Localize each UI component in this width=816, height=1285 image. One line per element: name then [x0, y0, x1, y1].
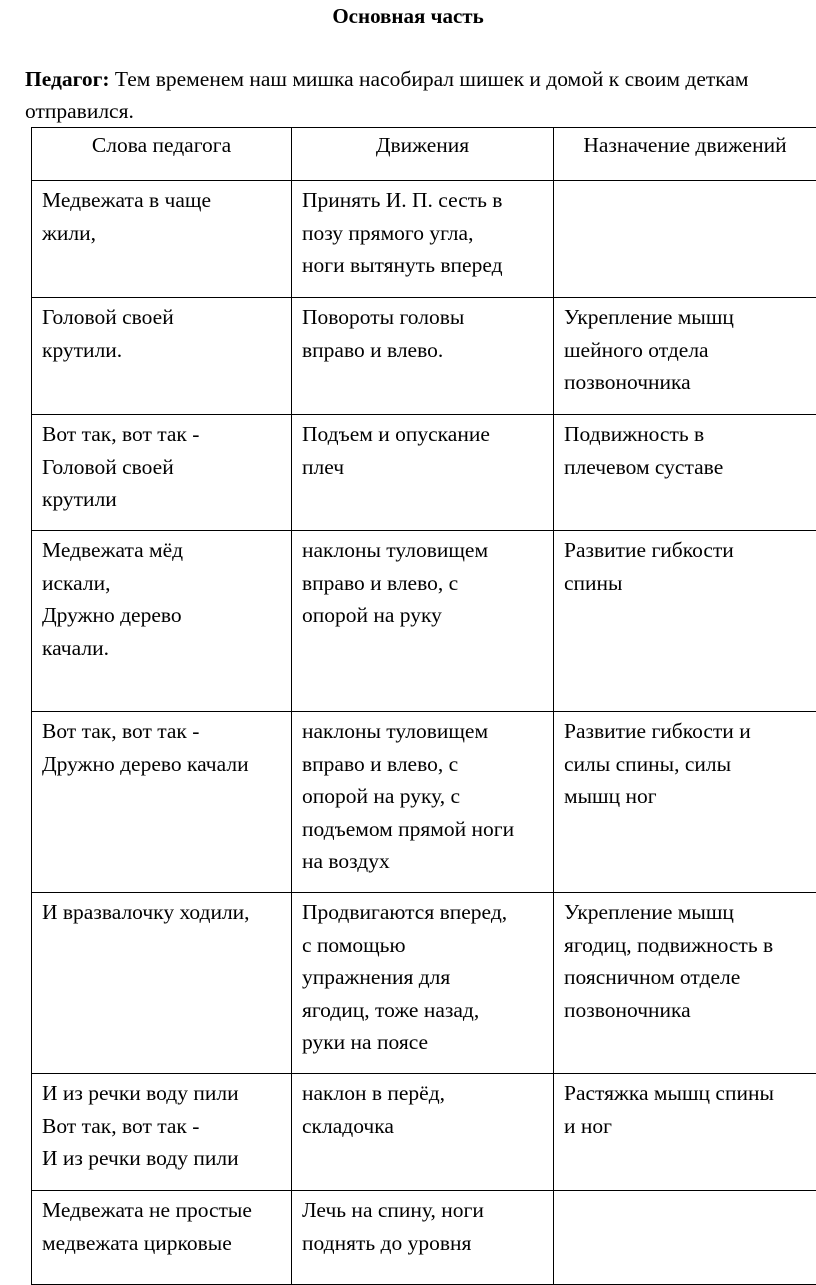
table-row: [32, 531, 816, 712]
cell-words: Медвежата мёд искали, Дружно дерево качали.: [32, 531, 292, 712]
exercise-table: [31, 127, 816, 1285]
cell-words: Медвежата не простые медвежата цирковые: [32, 1191, 292, 1285]
table-row: [32, 712, 816, 893]
cell-movements: наклоны туловищем вправо и влево, с опорой на руку, с подъемом прямой ноги на воздух: [292, 712, 554, 893]
table-row: [32, 181, 816, 298]
table-header-row: [32, 128, 816, 181]
column-header-words: Слова педагога: [32, 128, 292, 181]
column-header-purpose: Назначение движений: [554, 128, 816, 181]
table-row: [32, 1074, 816, 1191]
cell-words: Головой своей крутили.: [32, 298, 292, 415]
table-row: [32, 415, 816, 531]
cell-words: И из речки воду пили Вот так, вот так - И из речки воду пили: [32, 1074, 292, 1191]
cell-words: Медвежата в чаще жили,: [32, 181, 292, 298]
section-heading: Основная часть: [0, 2, 816, 30]
cell-movements: наклоны туловищем вправо и влево, с опорой на руку: [292, 531, 554, 712]
cell-movements: Лечь на спину, ноги поднять до уровня: [292, 1191, 554, 1285]
cell-purpose: Растяжка мышц спины и ног: [554, 1074, 816, 1191]
cell-purpose: Развитие гибкости и силы спины, силы мышц ног: [554, 712, 816, 893]
table-row: [32, 893, 816, 1074]
column-header-movements: Движения: [292, 128, 554, 181]
cell-movements: Повороты головы вправо и влево.: [292, 298, 554, 415]
table-row: [32, 1191, 816, 1285]
cell-movements: Принять И. П. сесть в позу прямого угла, ноги вытянуть вперед: [292, 181, 554, 298]
cell-purpose: [554, 1191, 816, 1285]
intro-paragraph: [25, 63, 805, 127]
cell-movements: Подъем и опускание плеч: [292, 415, 554, 531]
cell-purpose: Укрепление мышц шейного отдела позвоночника: [554, 298, 816, 415]
cell-purpose: [554, 181, 816, 298]
cell-movements: Продвигаются вперед, с помощью упражнения для ягодиц, тоже назад, руки на поясе: [292, 893, 554, 1074]
cell-movements: наклон в перёд, складочка: [292, 1074, 554, 1191]
cell-words: И вразвалочку ходили,: [32, 893, 292, 1074]
intro-text: Тем временем наш мишка насобирал шишек и домой к своим деткам отправился.: [25, 67, 749, 123]
speaker-label: Педагог:: [25, 67, 110, 91]
cell-words: Вот так, вот так - Головой своей крутили: [32, 415, 292, 531]
cell-purpose: Подвижность в плечевом суставе: [554, 415, 816, 531]
cell-purpose: Развитие гибкости спины: [554, 531, 816, 712]
cell-purpose: Укрепление мышц ягодиц, подвижность в поясничном отделе позвоночника: [554, 893, 816, 1074]
table-row: [32, 298, 816, 415]
cell-words: Вот так, вот так - Дружно дерево качали: [32, 712, 292, 893]
